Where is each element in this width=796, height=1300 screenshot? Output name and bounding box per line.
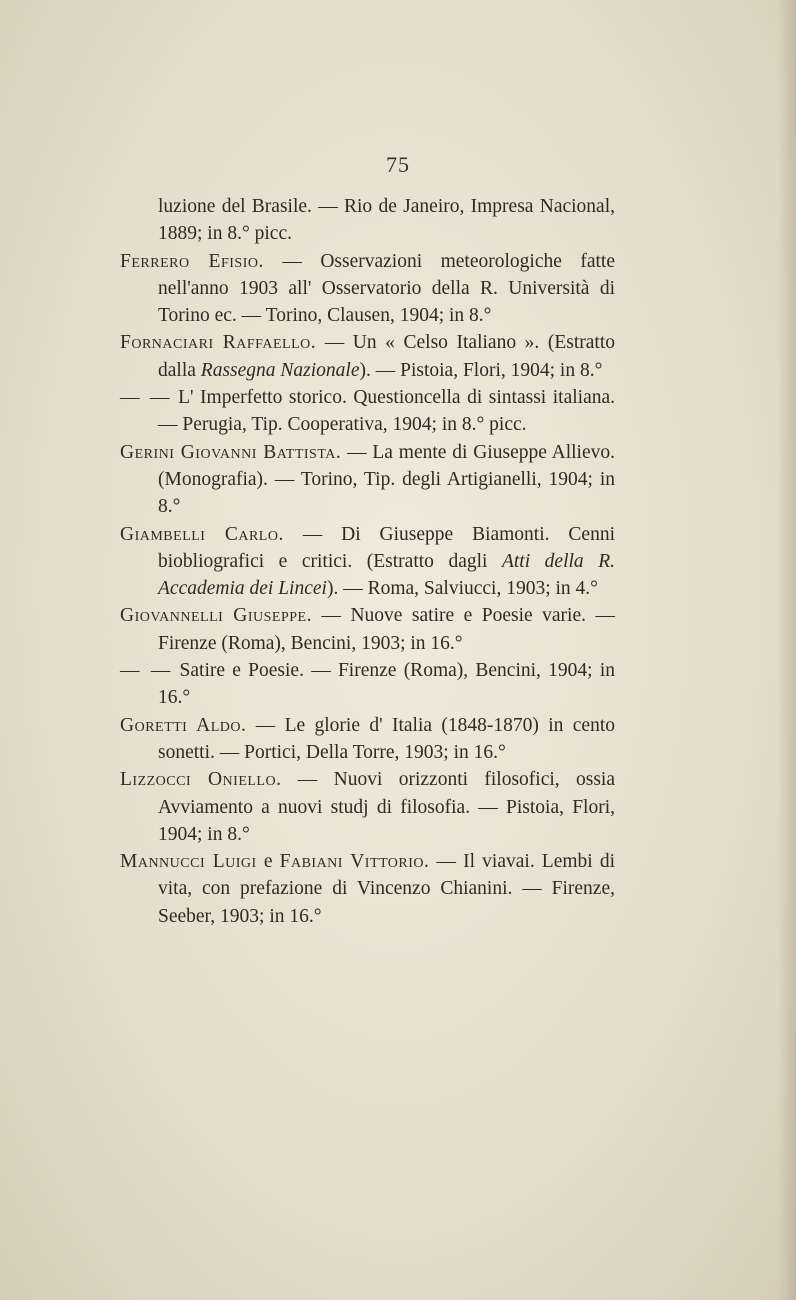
- bibliography-entry-continuation: [120, 193, 615, 248]
- entry-text: — Le glorie d' Italia (1848-1870) in cento sonetti. — Portici, Della Torre, 1903; in 16.°: [158, 714, 615, 763]
- bibliography-entry: [120, 712, 615, 767]
- bibliography-entry: [120, 602, 615, 657]
- entry-text: L' Imperfetto storico. Questioncella di sintassi italiana. — Perugia, Tip. Cooperativa, 1904; in 8.° picc.: [158, 387, 616, 436]
- entry-text: ). — Pistoia, Flori, 1904; in 8.°: [359, 359, 603, 381]
- entry-text: ). — Roma, Salviucci, 1903; in 4.°: [326, 578, 598, 600]
- entry-text: — Osservazioni meteorologiche fatte nell'anno 1903 all' Osservatorio della R. Università di Torino ec. — Torino, Clausen, 1904; in 8.°: [158, 250, 615, 327]
- entry-conjunction: e: [256, 851, 280, 873]
- bibliography-entry: [120, 439, 615, 521]
- bibliography-entry: [120, 384, 615, 439]
- entry-text: — Nuove satire e Poesie varie. — Firenze (Roma), Bencini, 1903; in 16.°: [158, 605, 615, 654]
- entry-author: Ferrero Efisio.: [120, 250, 264, 272]
- entry-author: Fabiani Vittorio.: [279, 851, 430, 873]
- entry-author: Gerini Giovanni Battista.: [120, 441, 342, 463]
- entry-text: — Nuovi orizzonti filosofici, ossia Avviamento a nuovi studj di filosofia. — Pistoia, Flori, 1904; in 8.°: [158, 769, 615, 845]
- bibliography-entry: [120, 248, 615, 330]
- entry-ditto-dashes: — —: [120, 387, 172, 409]
- page-number: 75: [386, 152, 410, 177]
- entry-text: luzione del Brasile. — Rio de Janeiro, Impresa Nacional, 1889; in 8.° picc.: [158, 196, 615, 245]
- bibliography-entry: [120, 848, 615, 930]
- entry-journal-title: Atti della R. Accademia dei Lincei: [158, 550, 615, 600]
- entry-author: Lizzocci Oniello.: [120, 769, 282, 791]
- entry-text: — Un « Celso Italiano ». (Estratto dalla: [158, 332, 615, 381]
- entry-text: — Il viavai. Lembi di vita, con prefazione di Vincenzo Chianini. — Firenze, Seeber, 1903; in 16.°: [158, 851, 615, 927]
- entry-ditto-dashes: — —: [120, 660, 173, 682]
- entry-journal-title: Rassegna Nazionale: [200, 359, 360, 381]
- bibliography-entry: [120, 657, 615, 712]
- bibliography-entry: [120, 766, 615, 848]
- entry-author: Goretti Aldo.: [120, 714, 247, 736]
- entry-author: Giovannelli Giuseppe.: [120, 605, 312, 627]
- bibliography-list: [120, 193, 615, 930]
- entry-text: Satire e Poesie. — Firenze (Roma), Bencini, 1904; in 16.°: [158, 660, 616, 709]
- page-edge-shadow: [778, 0, 796, 1300]
- bibliography-entry: [120, 521, 615, 603]
- bibliography-entry: [120, 329, 615, 384]
- entry-author: Fornaciari Raffaello.: [120, 332, 317, 354]
- entry-text: — La mente di Giuseppe Allievo. (Monografia). — Torino, Tip. degli Artigianelli, 1904; in 8.°: [158, 441, 616, 518]
- entry-author: Giambelli Carlo.: [120, 523, 284, 545]
- entry-author: Mannucci Luigi: [120, 851, 257, 873]
- entry-text: — Di Giuseppe Biamonti. Cenni biobliografici e critici. (Estratto dagli: [158, 523, 615, 572]
